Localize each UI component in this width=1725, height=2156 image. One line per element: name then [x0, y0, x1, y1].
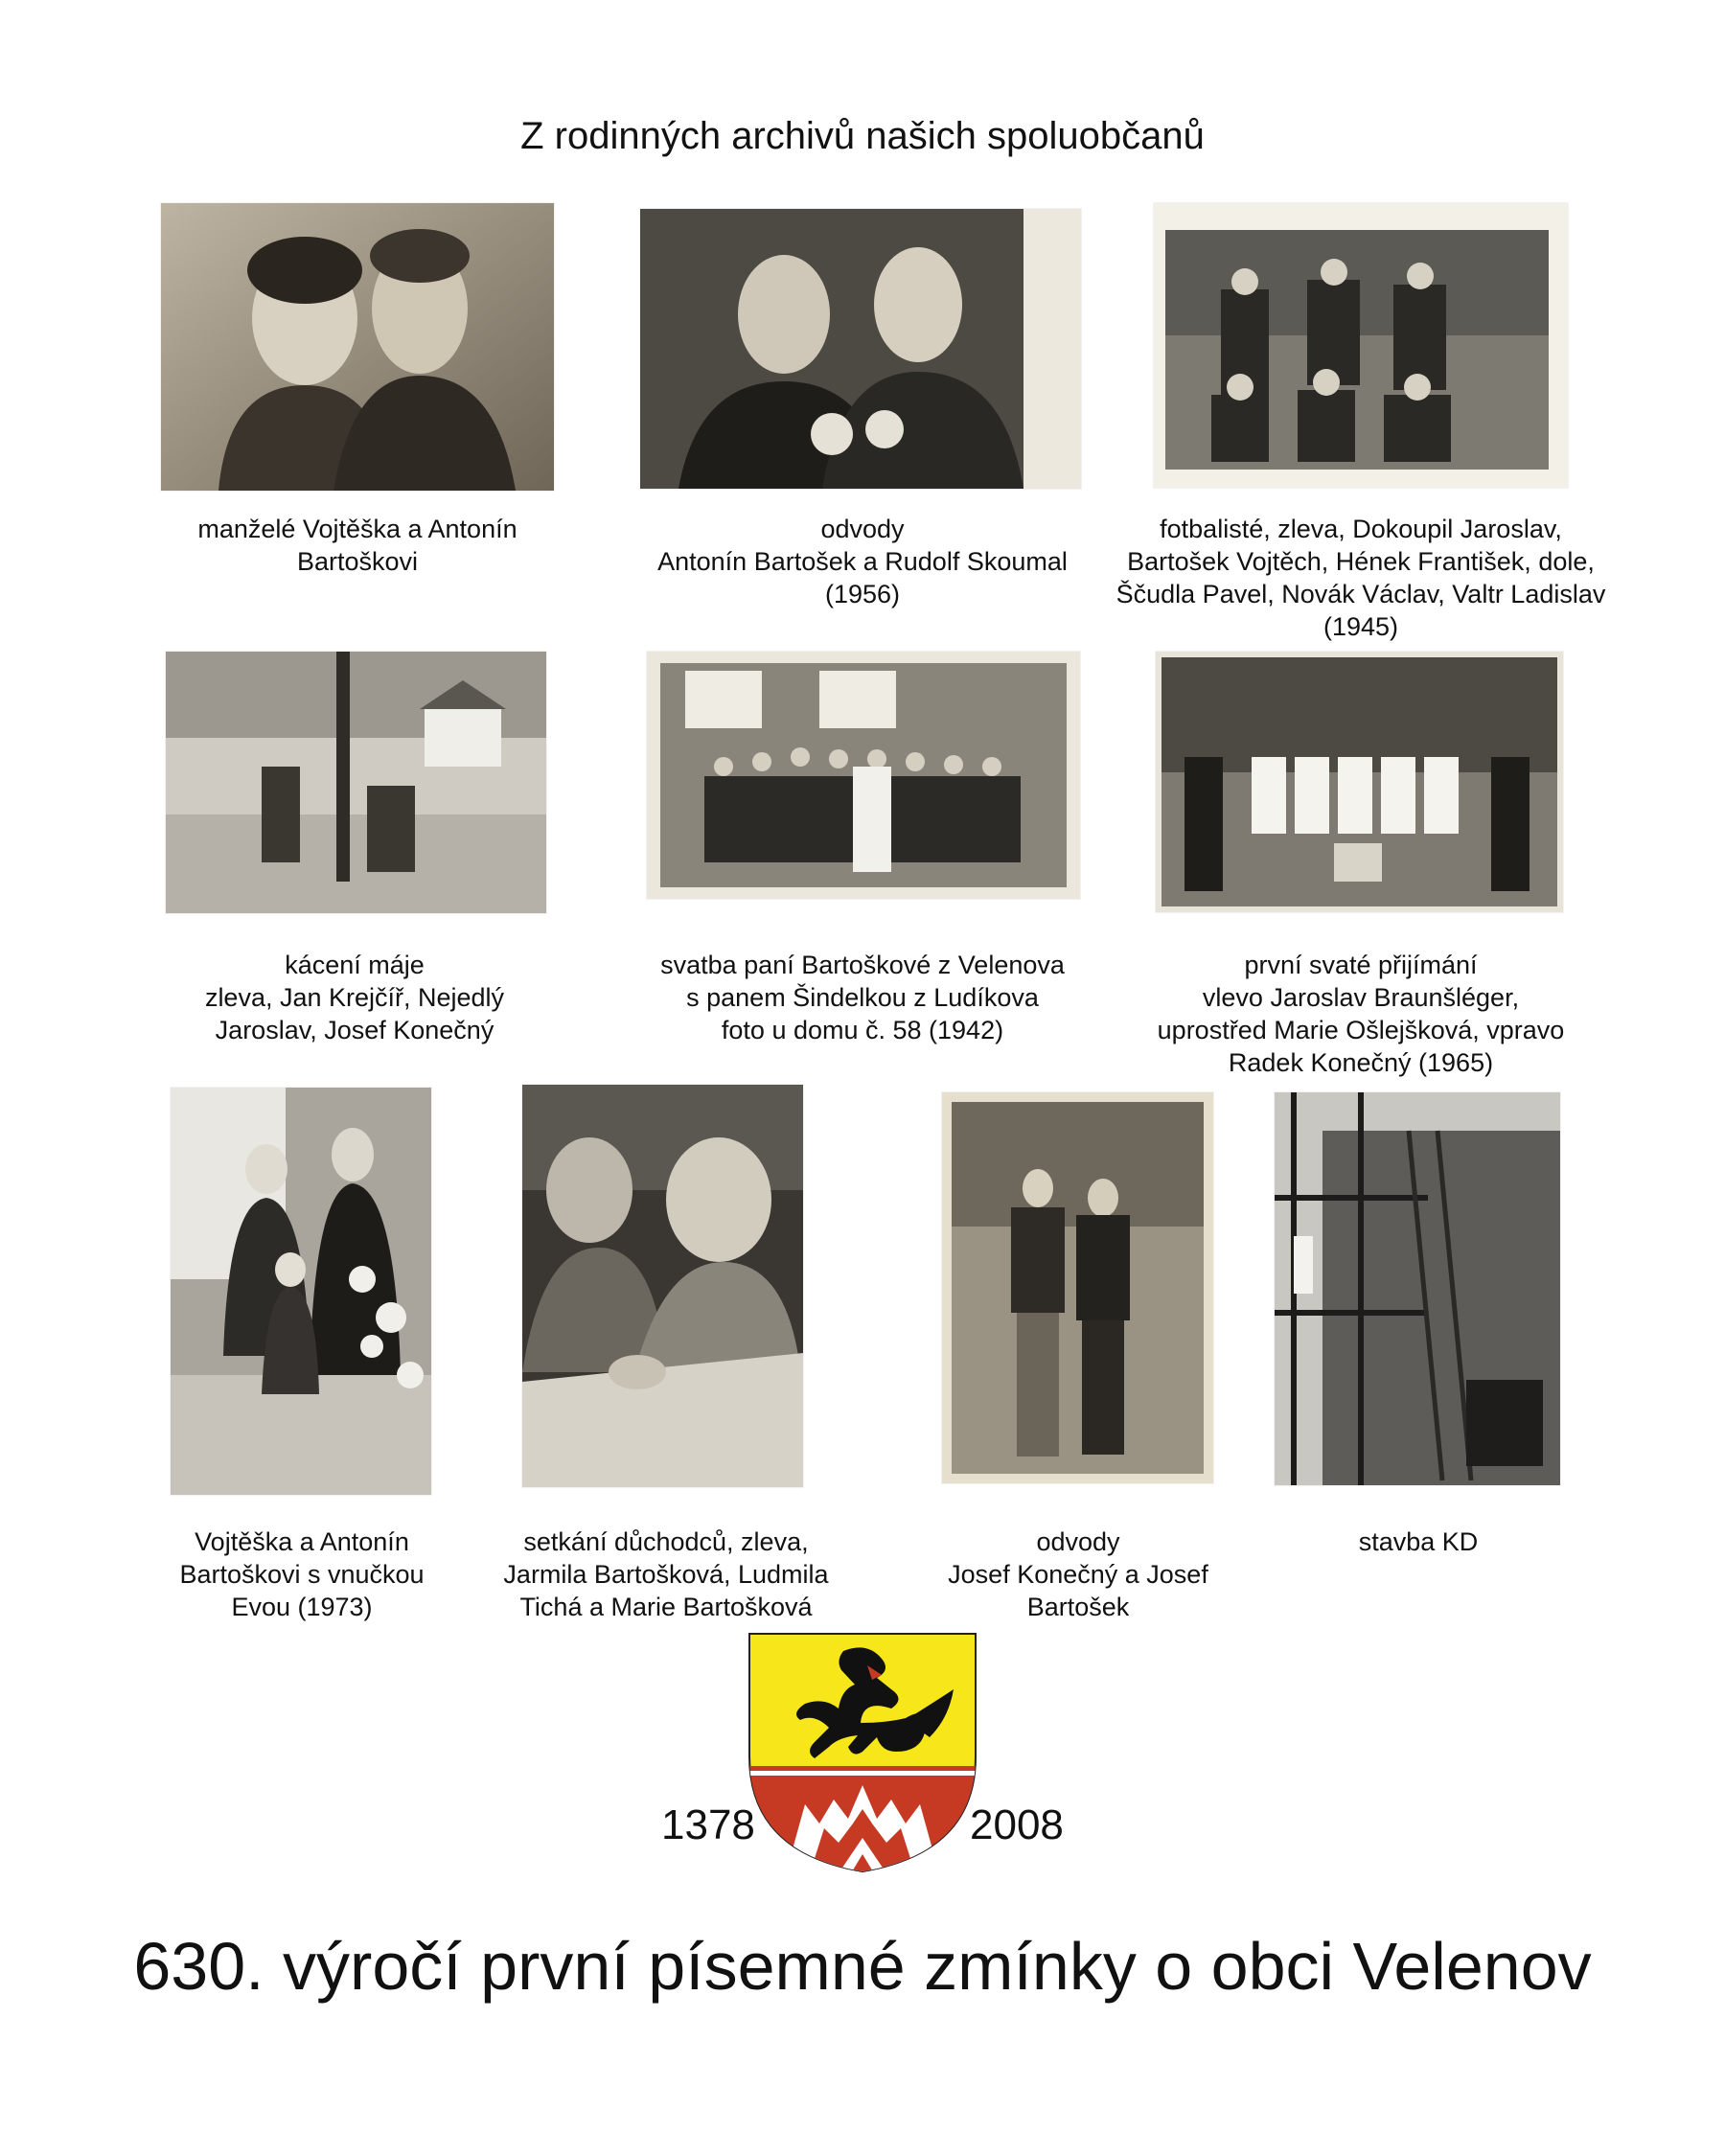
caption-two-men-standing: odvody Josef Konečný a Josef Bartošek: [948, 1527, 1208, 1621]
caption-wedding-group: svatba paní Bartoškové z Velenova s panem Šindelkou z Ludíkova foto u domu č. 58 (1942): [660, 951, 1065, 1044]
coat-of-arms-icon: [748, 1632, 978, 1873]
caption-maypole-felling: kácení máje zleva, Jan Krejčíř, Nejedlý Jaroslav, Josef Konečný: [204, 951, 505, 1044]
caption-first-communion: první svaté přijímání vlevo Jaroslav Braunšléger, uprostřed Marie Ošlejšková, vpravo Radek Konečný (1965): [1157, 951, 1565, 1077]
caption-two-men: odvody Antonín Bartošek a Rudolf Skoumal (1956): [657, 515, 1068, 608]
caption-construction: stavba KD: [1358, 1527, 1479, 1556]
year-start: 1378: [661, 1801, 755, 1848]
footer-title: 630. výročí první písemné zmínky o obci Velenov: [133, 1929, 1592, 2004]
photo-wedding-group: [647, 652, 1080, 899]
page-title: Z rodinných archivů našich spoluobčanů: [520, 115, 1205, 157]
caption-seniors-meeting: setkání důchodců, zleva, Jarmila Bartošková, Ludmila Tichá a Marie Bartošková: [503, 1527, 829, 1621]
photo-first-communion: [1156, 652, 1563, 912]
photo-grandparents: [171, 1088, 431, 1495]
caption-portrait-couple: manželé Vojtěška a Antonín Bartoškovi: [197, 515, 518, 576]
photo-two-men-standing: [942, 1092, 1213, 1483]
photo-construction: [1275, 1092, 1560, 1485]
photo-maypole-felling: [166, 652, 546, 913]
caption-football-team: fotbalisté, zleva, Dokoupil Jaroslav, Bartošek Vojtěch, Hének František, dole, Ščudla Pavel, Novák Václav, Valtr Ladislav (1945): [1116, 515, 1606, 641]
year-end: 2008: [970, 1801, 1064, 1848]
photo-portrait-couple: [161, 203, 554, 491]
photo-seniors-meeting: [522, 1085, 803, 1487]
photo-two-men: [640, 209, 1081, 489]
photo-football-team: [1154, 203, 1568, 488]
caption-grandparents: Vojtěška a Antonín Bartoškovi s vnučkou Evou (1973): [179, 1527, 425, 1621]
